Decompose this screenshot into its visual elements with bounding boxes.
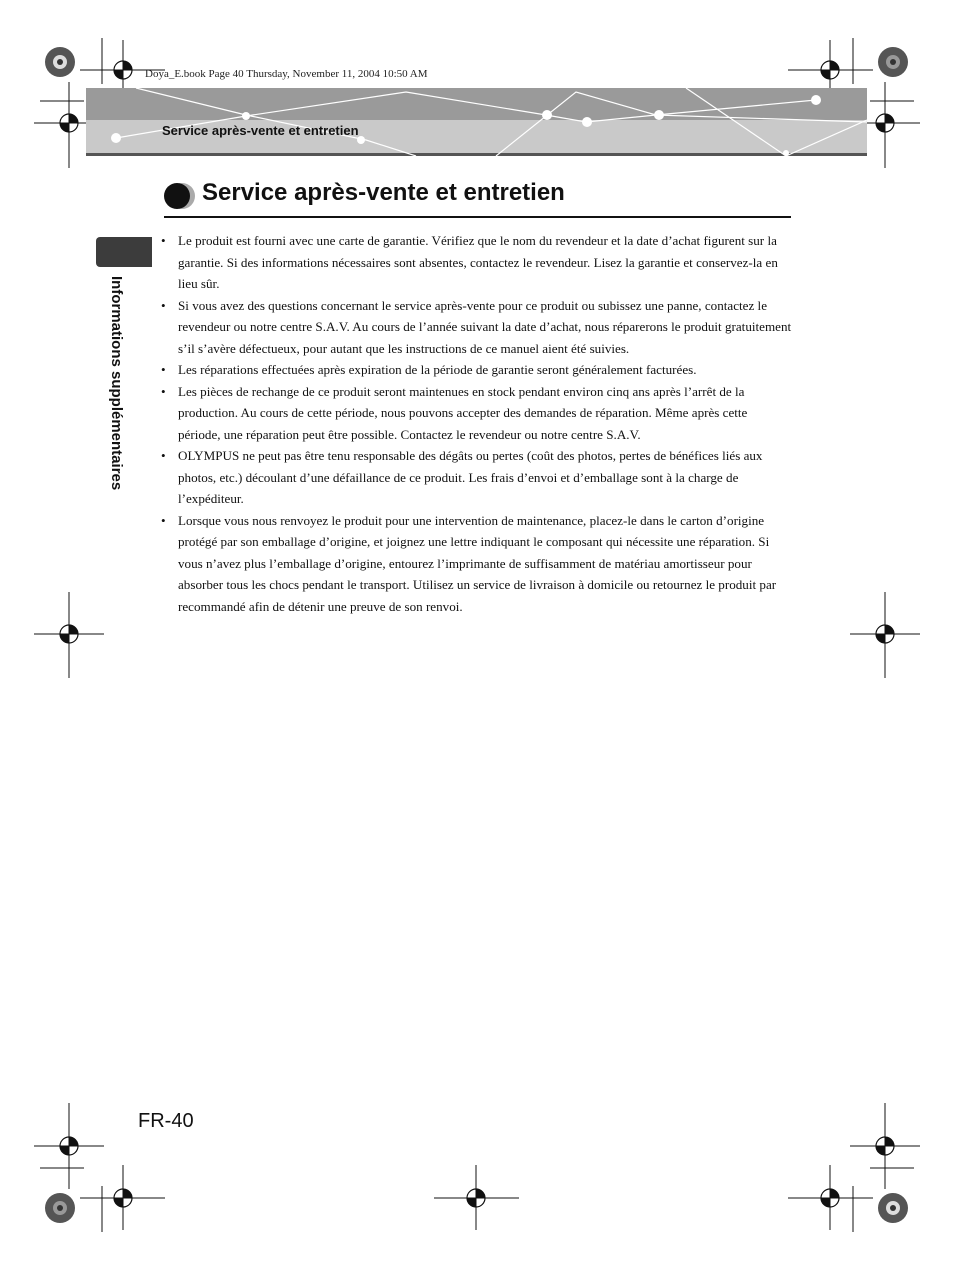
- bullet-list: [160, 230, 792, 617]
- chapter-tab: [96, 237, 152, 267]
- chapter-label: Informations supplémentaires: [108, 276, 125, 491]
- list-item: [160, 295, 792, 360]
- running-head: Service après-vente et entretien: [162, 123, 359, 138]
- header-band: [86, 88, 867, 156]
- bullet-icon: •: [161, 297, 166, 313]
- list-item-text: Les pièces de rechange de ce produit seront maintenues en stock pendant environ cinq ans après l’arrêt de la production. Au cours de cette période, nous pouvons accepter des demandes de réparation. Même après cette période, une réparation peut être possible. Contactez le revendeur ou notre centre S.A.V.: [178, 383, 748, 442]
- file-info: Doya_E.book Page 40 Thursday, November 11, 2004 10:50 AM: [145, 68, 428, 80]
- list-item: [160, 510, 792, 618]
- list-item: [160, 359, 792, 381]
- list-item-text: Lorsque vous nous renvoyez le produit pour une intervention de maintenance, placez-le dans le carton d’origine protégé par son emballage d’origine, et joignez une lettre indiquant le composant qui nécessite une réparation. Si vous n’avez plus l’emballage d’origine, entourez l’imprimante de suffisamment de matériau amortisseur pour absorber tous les chocs pendant le transport. Utilisez un service de livraison à domicile ou retournez le produit par recommandé afin de détenir une preuve de son renvoi.: [178, 512, 777, 614]
- list-item: [160, 445, 792, 510]
- page-number: FR-40: [138, 1110, 194, 1132]
- list-item-text: OLYMPUS ne peut pas être tenu responsable des dégâts ou pertes (coût des photos, pertes de bénéfices liés aux photos, etc.) découlant d’une défaillance de ce produit. Les frais d’envoi et d’emballage sont à la charge de l’expéditeur.: [178, 448, 763, 506]
- list-item-text: Les réparations effectuées après expiration de la période de garantie seront généralement facturées.: [178, 362, 697, 377]
- bullet-icon: •: [161, 233, 166, 248]
- bullet-icon: •: [161, 362, 166, 377]
- section-title: [164, 178, 791, 218]
- bullet-icon: •: [161, 448, 166, 463]
- page-title: Service après-vente et entretien: [202, 179, 565, 206]
- list-item: [160, 230, 792, 295]
- list-item: [160, 381, 792, 446]
- list-item-text: Si vous avez des questions concernant le service après-vente pour ce produit ou subissez une panne, contactez le revendeur ou notre centre S.A.V. Au cours de l’année suivant la date d’achat, nous réparerons le produit gratuitement s’il s’avère défectueux, pour autant que les instructions de ce manuel aient été suivies.: [178, 297, 792, 356]
- list-item-text: Le produit est fourni avec une carte de garantie. Vérifiez que le nom du revendeur et la date d’achat figurent sur la garantie. Si des informations nécessaires sont absentes, contactez le revendeur. Lisez la garantie et conservez-la en lieu sûr.: [178, 233, 778, 291]
- bullet-icon: •: [161, 512, 166, 528]
- section-bullet-icon: [164, 182, 198, 210]
- bullet-icon: •: [161, 383, 166, 399]
